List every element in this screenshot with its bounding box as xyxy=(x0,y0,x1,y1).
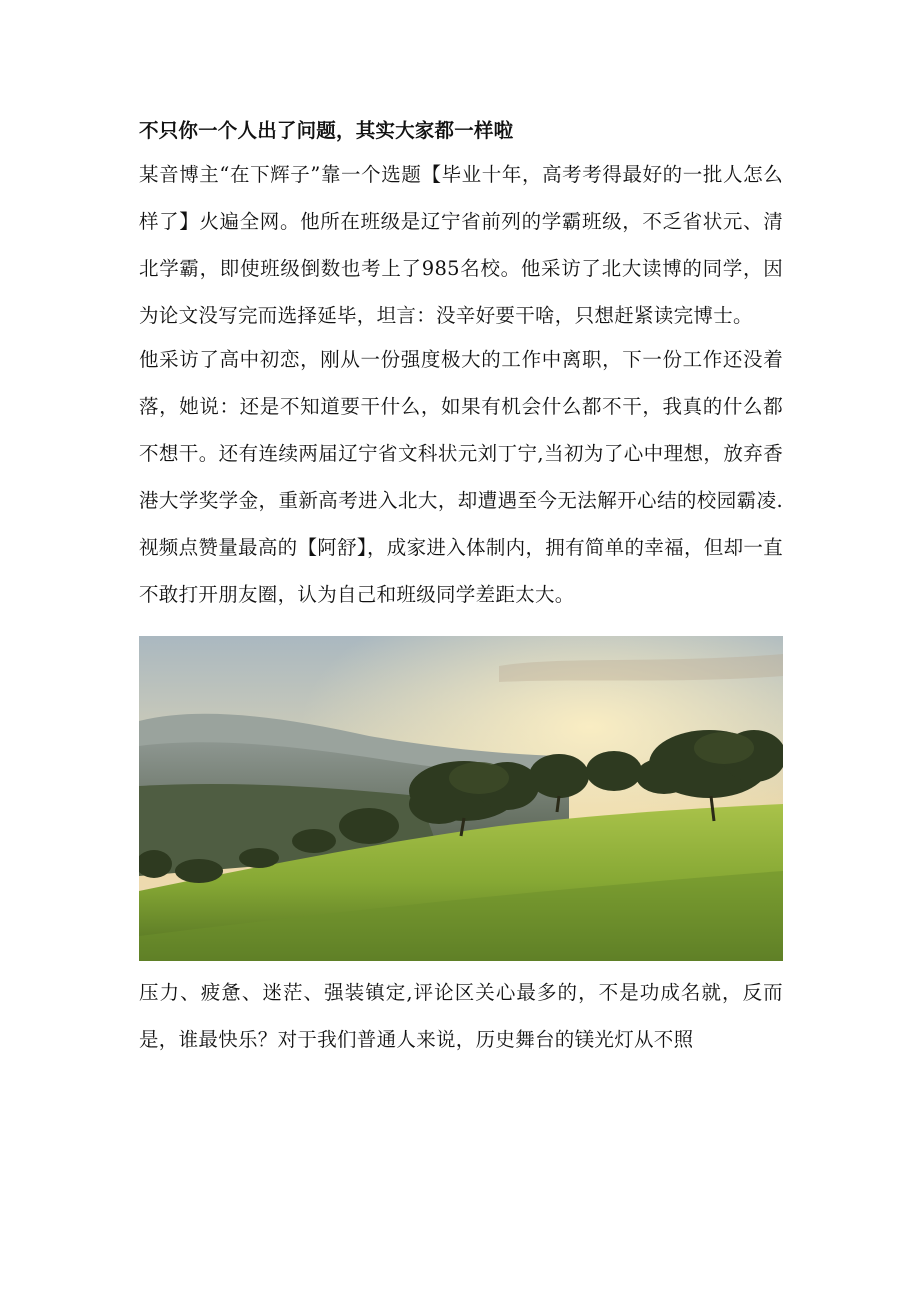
section-heading: 不只你一个人出了问题，其实大家都一样啦 xyxy=(139,119,514,142)
paragraph: 他采访了高中初恋，刚从一份强度极大的工作中离职，下一份工作还没着落，她说：还是不知道要干什么，如果有机会什么都不干，我真的什么都不想干。还有连续两届辽宁省文科状元刘丁宁,当初为了心中理想，放弃香港大学奖学金，重新高考进入北大，却遭遇至今无法解开心结的校园霸凌. 视频点赞量最高的【阿舒】，成家进入体制内，拥有简单的幸福，但却一直不敢打开朋友圈，认为自己和班级同学差距太大。 xyxy=(139,348,783,606)
paragraph: 压力、疲惫、迷茫、强装镇定,评论区关心最多的，不是功成名就，反而是，谁最快乐？对于我们普通人来说，历史舞台的镁光灯从不照 xyxy=(139,981,783,1051)
paragraph: 某音博主“在下辉子”靠一个选题【毕业十年，高考考得最好的一批人怎么样了】火遍全网。他所在班级是辽宁省前列的学霸班级，不乏省状元、清北学霸，即使班级倒数也考上了985名校。他采访了北大读博的同学，因为论文没写完而选择延毕，坦言：没辛好要干啥，只想赶紧读完博士。 xyxy=(139,163,783,327)
landscape-photo xyxy=(139,636,783,961)
article-body xyxy=(139,113,783,1063)
